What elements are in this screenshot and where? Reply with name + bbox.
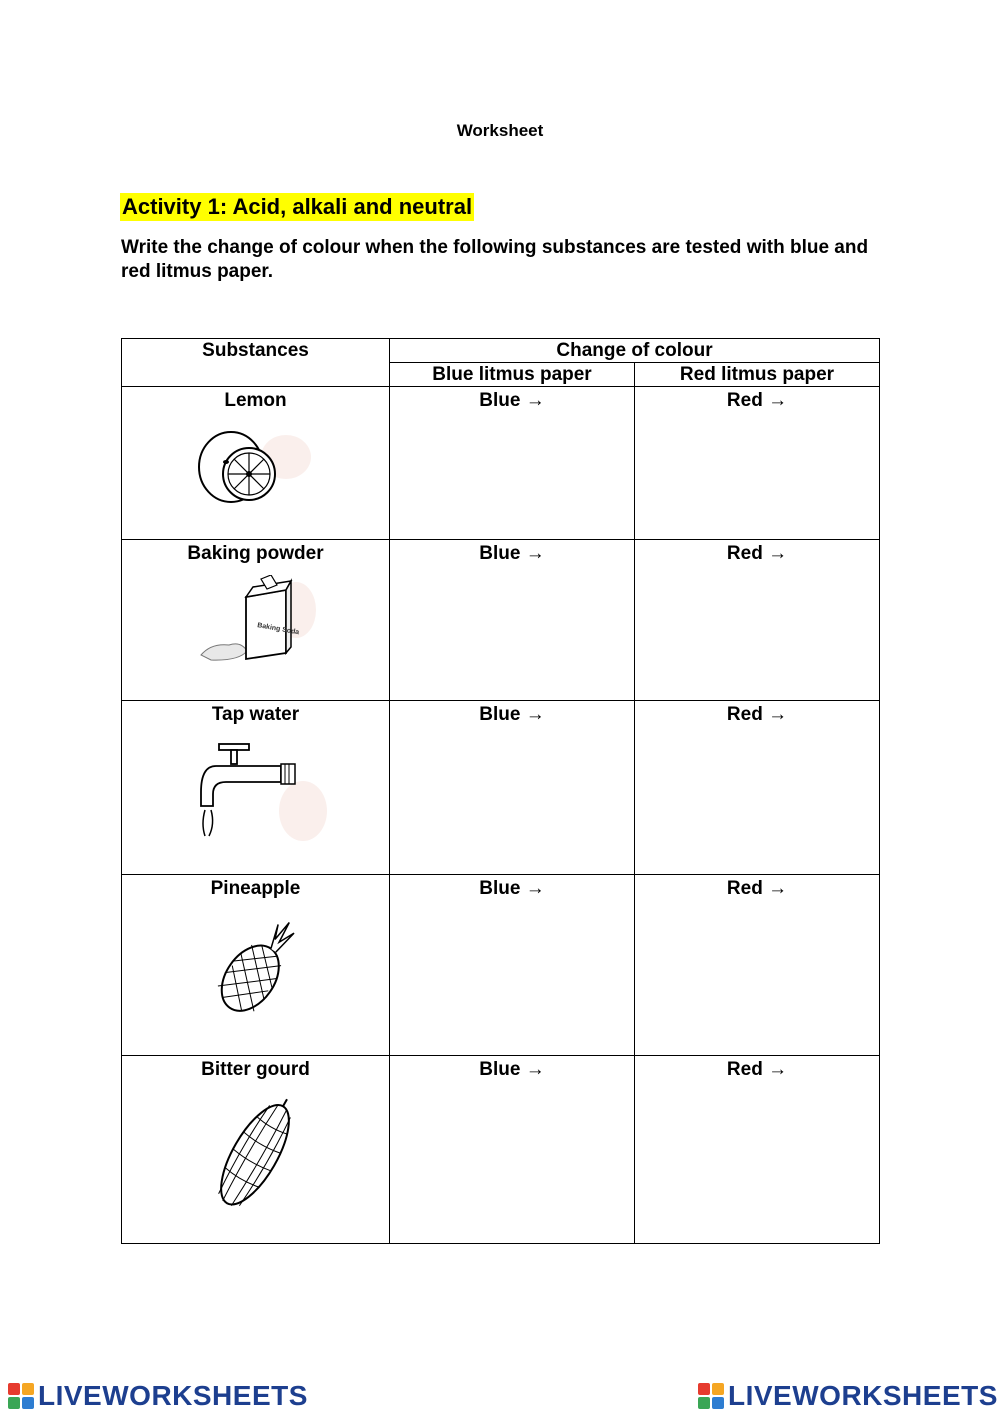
blue-litmus-label: Blue → bbox=[479, 878, 545, 899]
footer-logo-right[interactable] bbox=[698, 1378, 998, 1414]
instructions: Write the change of colour when the following substances are tested with blue and red litmus paper. bbox=[121, 237, 869, 282]
table-row bbox=[122, 875, 880, 1056]
header-blue-litmus: Blue litmus paper bbox=[390, 363, 635, 387]
blue-litmus-label: Blue → bbox=[479, 1059, 545, 1080]
logo-blocks-icon bbox=[698, 1383, 724, 1409]
logo-blocks-icon bbox=[8, 1383, 34, 1409]
blue-litmus-cell[interactable] bbox=[390, 701, 635, 875]
blue-litmus-cell[interactable] bbox=[390, 1056, 635, 1244]
red-litmus-label: Red → bbox=[726, 704, 788, 725]
substance-name: Bitter gourd bbox=[201, 1059, 310, 1080]
red-litmus-cell[interactable] bbox=[635, 701, 880, 875]
table-row bbox=[122, 1056, 880, 1244]
red-litmus-cell[interactable] bbox=[635, 1056, 880, 1244]
header-substances: Substances bbox=[122, 339, 390, 387]
red-litmus-label: Red → bbox=[726, 543, 788, 564]
red-litmus-label: Red → bbox=[726, 390, 788, 411]
red-litmus-label: Red → bbox=[726, 878, 788, 899]
substance-cell bbox=[122, 875, 390, 1056]
box-label: Baking Soda bbox=[256, 622, 300, 637]
substance-cell bbox=[122, 1056, 390, 1244]
blue-litmus-cell[interactable] bbox=[390, 875, 635, 1056]
blue-litmus-cell[interactable] bbox=[390, 387, 635, 540]
lemon-icon bbox=[191, 422, 321, 512]
substance-name: Lemon bbox=[224, 390, 287, 411]
substance-name: Pineapple bbox=[210, 878, 301, 899]
substance-cell bbox=[122, 701, 390, 875]
table-row bbox=[122, 540, 880, 701]
red-litmus-cell[interactable] bbox=[635, 875, 880, 1056]
water-tap-icon bbox=[181, 736, 331, 846]
red-litmus-cell[interactable] bbox=[635, 387, 880, 540]
substance-name: Tap water bbox=[211, 704, 300, 725]
blue-litmus-cell[interactable] bbox=[390, 540, 635, 701]
pineapple-icon bbox=[196, 910, 316, 1030]
substance-cell bbox=[122, 540, 390, 701]
blue-litmus-label: Blue → bbox=[479, 704, 545, 725]
blue-litmus-label: Blue → bbox=[479, 390, 545, 411]
logo-wordmark: LIVEWORKSHEETS bbox=[38, 1380, 308, 1411]
page-title: Worksheet bbox=[456, 121, 544, 140]
bitter-gourd-icon bbox=[196, 1091, 316, 1216]
activity-heading: Activity 1: Acid, alkali and neutral bbox=[122, 194, 473, 219]
red-litmus-cell[interactable] bbox=[635, 540, 880, 701]
table-row bbox=[122, 387, 880, 540]
litmus-table bbox=[121, 338, 880, 1244]
red-litmus-label: Red → bbox=[726, 1059, 788, 1080]
header-red-litmus: Red litmus paper bbox=[635, 363, 880, 387]
header-change-of-colour: Change of colour bbox=[390, 339, 880, 363]
substance-cell bbox=[122, 387, 390, 540]
blue-litmus-label: Blue → bbox=[479, 543, 545, 564]
footer-logo-left[interactable] bbox=[8, 1378, 308, 1414]
table-row bbox=[122, 701, 880, 875]
substance-name: Baking powder bbox=[187, 543, 324, 564]
baking-soda-box-icon bbox=[191, 575, 321, 675]
logo-wordmark: LIVEWORKSHEETS bbox=[728, 1380, 998, 1411]
